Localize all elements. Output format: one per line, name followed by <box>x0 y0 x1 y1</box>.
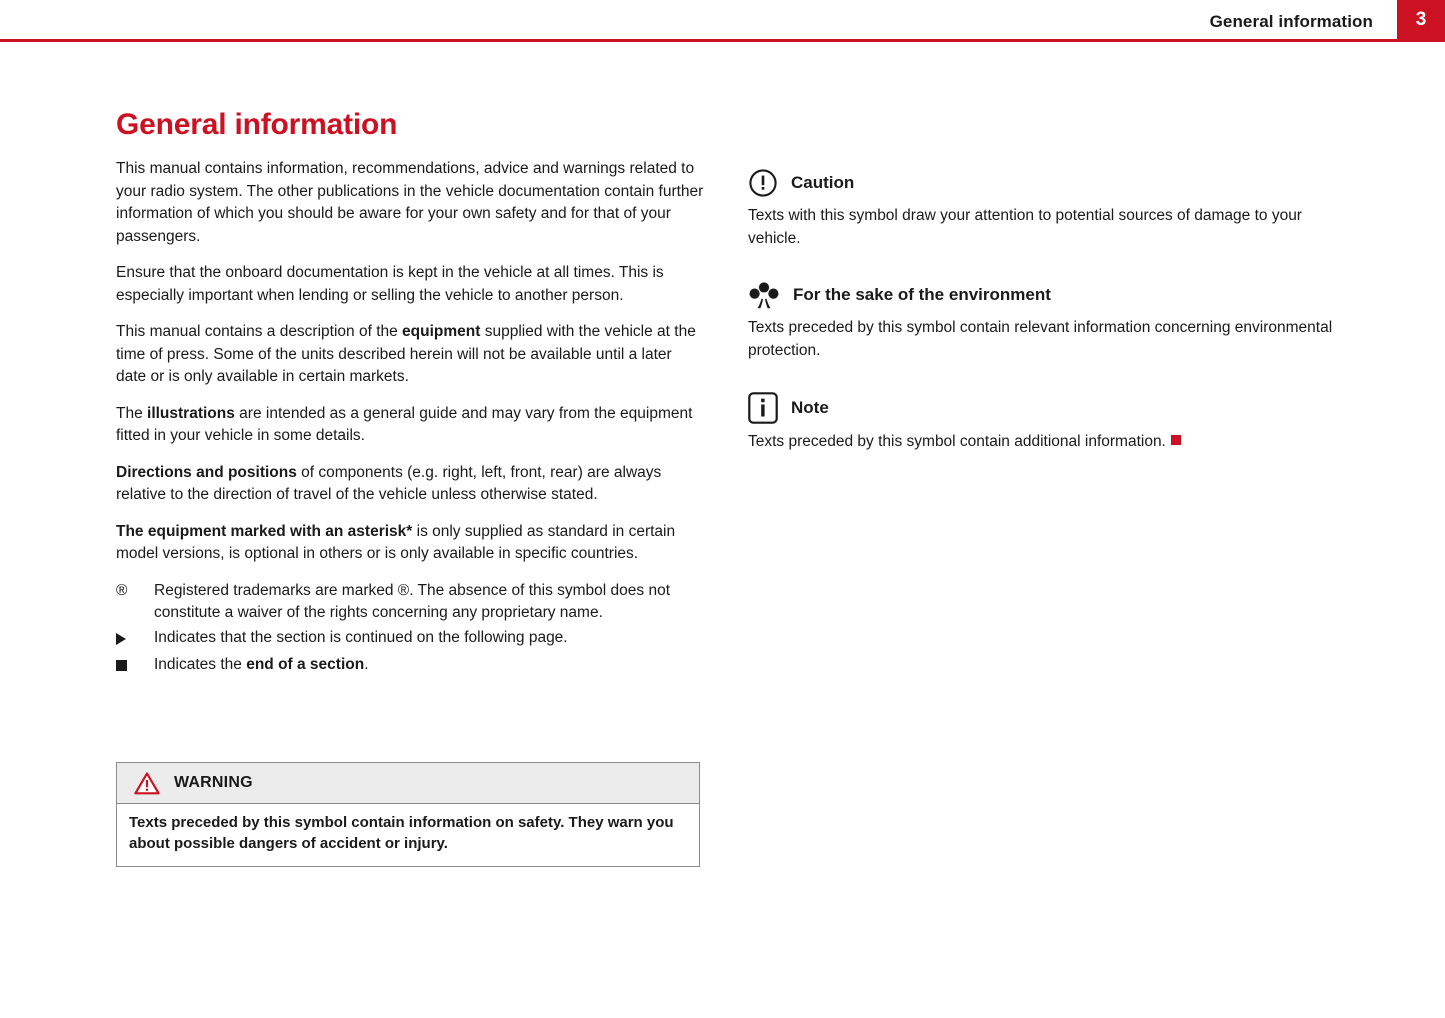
intro-paragraph-1: This manual contains information, recommendations, advice and warnings related to your radio system. The other publications in the vehicle documentation contain further information of which you should be aware for your own safety and for that of your passengers. <box>116 160 704 245</box>
triangle-right-icon <box>116 627 154 653</box>
equipment-paragraph <box>116 321 704 389</box>
illustrations-paragraph-emphasis: illustrations <box>147 404 235 422</box>
environment-header <box>748 280 1336 310</box>
note-block <box>748 392 1336 454</box>
equipment-paragraph-emphasis: equipment <box>402 323 481 340</box>
directions-paragraph-emphasis: Directions and positions <box>116 463 297 481</box>
illustrations-paragraph-post: are intended as a general guide and may vary from the equipment fitted in your vehicle in some details. <box>116 404 693 444</box>
note-info-icon <box>748 392 778 424</box>
caution-header <box>748 168 1336 198</box>
page-header <box>0 0 1445 40</box>
asterisk-paragraph-emphasis: The equipment marked with an asterisk* <box>116 522 413 540</box>
illustrations-paragraph <box>116 403 704 448</box>
caution-block <box>748 168 1336 250</box>
header-divider <box>0 39 1445 42</box>
header-title: General information <box>1209 12 1373 31</box>
asterisk-paragraph <box>116 521 704 566</box>
registered-trademark-text: Registered trademarks are marked ®. The absence of this symbol does not constitute a waiver of the rights concerning any proprietary name. <box>154 581 670 621</box>
illustrations-paragraph-pre: The <box>116 404 148 422</box>
note-header <box>748 392 1336 424</box>
continued-section-text: Indicates that the section is continued on the following page. <box>154 628 568 646</box>
end-of-section-emphasis: end of a section <box>246 656 365 673</box>
right-column <box>748 168 1336 454</box>
environment-body: Texts preceded by this symbol contain relevant information concerning environmental protection. <box>748 319 1333 359</box>
caution-body: Texts with this symbol draw your attention to potential sources of damage to your vehicle. <box>748 207 1302 247</box>
environment-block <box>748 280 1336 362</box>
registered-trademark-icon: ® <box>116 581 128 599</box>
note-body-wrapper <box>748 431 1336 454</box>
note-title: Note <box>791 398 829 417</box>
symbol-legend-list <box>116 580 704 679</box>
environment-title: For the sake of the environment <box>793 285 1051 304</box>
warning-body: Texts preceded by this symbol contain information on safety. They warn you about possible dangers of accident or injury. <box>129 814 674 852</box>
asterisk-paragraph-post: is only supplied as standard in certain model versions, is optional in others or is only available in specific countries. <box>116 522 676 562</box>
equipment-paragraph-post: supplied with the vehicle at the time of press. Some of the units described herein will not be available until a later date or is only available in certain markets. <box>116 323 696 385</box>
directions-paragraph <box>116 462 704 507</box>
directions-paragraph-post: of components (e.g. right, left, front, rear) are always relative to the direction of travel of the vehicle unless otherwise stated. <box>116 463 662 503</box>
intro-paragraph-2: Ensure that the onboard documentation is kept in the vehicle at all times. This is especially important when lending or selling the vehicle to another person. <box>116 264 664 304</box>
list-item <box>116 627 704 653</box>
caution-title: Caution <box>791 173 855 192</box>
warning-title: WARNING <box>174 774 253 791</box>
list-item <box>116 580 704 625</box>
page-number: 3 <box>1415 9 1427 30</box>
black-square-icon <box>116 654 154 679</box>
warning-header <box>117 763 699 804</box>
left-column <box>116 108 704 681</box>
note-body: Texts preceded by this symbol contain additional information. <box>748 433 1166 450</box>
caution-exclamation-icon <box>748 168 778 198</box>
end-of-section-marker-icon <box>1171 435 1181 445</box>
page-title: General information <box>116 108 398 141</box>
end-of-section-text <box>154 654 704 677</box>
warning-box <box>116 762 700 867</box>
list-item <box>116 654 704 679</box>
environment-flower-icon <box>748 280 780 310</box>
end-of-section-post: . <box>364 656 369 673</box>
equipment-paragraph-pre: This manual contains a description of the <box>116 323 403 340</box>
warning-triangle-icon <box>134 772 160 795</box>
end-of-section-pre: Indicates the <box>154 656 247 673</box>
